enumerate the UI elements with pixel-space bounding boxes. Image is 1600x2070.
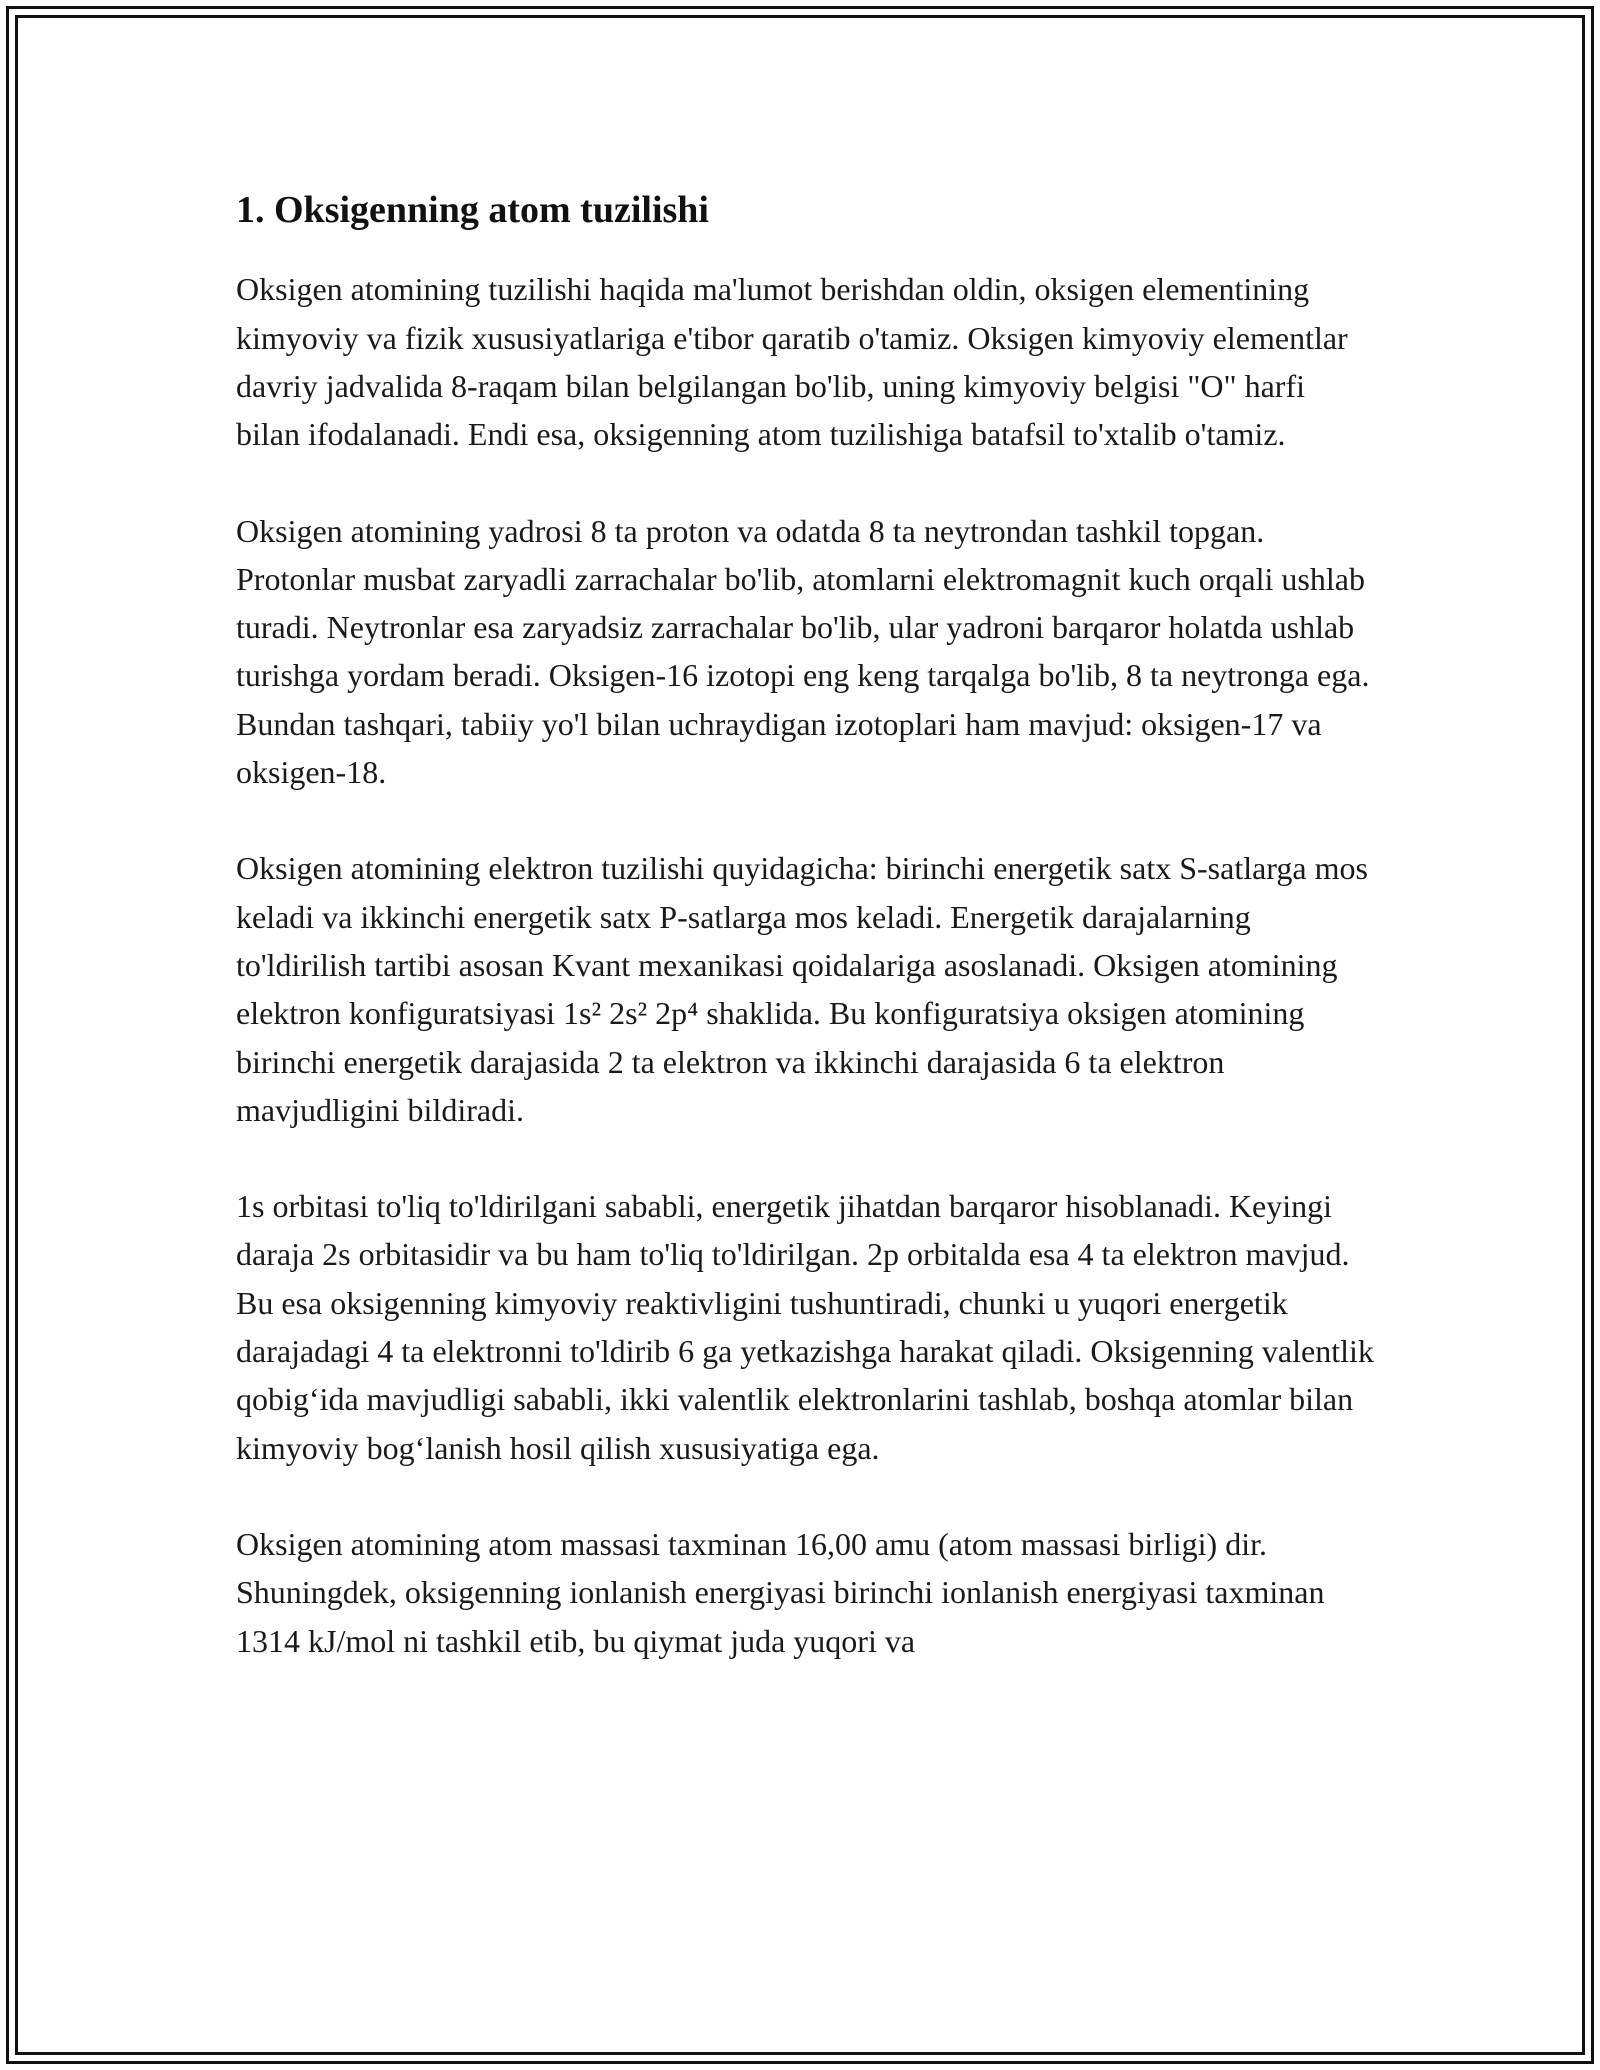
paragraph-1: Oksigen atomining tuzilishi haqida ma'lumot berishdan oldin, oksigen elementining kimyoviy va fizik xususiyatlariga e'tibor qaratib o'tamiz. Oksigen kimyoviy elementlar davriy jadvalida 8-raqam bilan belgilangan bo'lib, uning kimyoviy belgisi "O" harfi bilan ifodalanadi. Endi esa, oksigenning atom tuzilishiga batafsil to'xtalib o'tamiz. xyxy=(236,271,1348,453)
document-body xyxy=(236,186,1376,1713)
paragraph-3: Oksigen atomining elektron tuzilishi quyidagicha: birinchi energetik satx S-satlarga mos keladi va ikkinchi energetik satx P-satlarga mos keladi. Energetik darajalarning to'ldirilish tartibi asosan Kvant mexanikasi qoidalariga asoslanadi. Oksigen atomining elektron konfiguratsiyasi 1s² 2s² 2p⁴ shaklida. Bu konfiguratsiya oksigen atomining birinchi energetik darajasida 2 ta elektron va ikkinchi darajasida 6 ta elektron mavjudligini bildiradi. xyxy=(236,850,1368,1128)
paragraph-5: Oksigen atomining atom massasi taxminan 16,00 amu (atom massasi birligi) dir. Shuningdek, oksigenning ionlanish energiyasi birinchi ionlanish energiyasi taxminan 1314 kJ/mol ni tashkil etib, bu qiymat juda yuqori va xyxy=(236,1525,1325,1659)
section-heading: 1. Oksigenning atom tuzilishi xyxy=(236,189,709,231)
paragraph-2: Oksigen atomining yadrosi 8 ta proton va odatda 8 ta neytrondan tashkil topgan. Protonlar musbat zaryadli zarrachalar bo'lib, atomlarni elektromagnit kuch orqali ushlab turadi. Neytronlar esa zaryadsiz zarrachalar bo'lib, ular yadroni barqaror holatda ushlab turishga yordam beradi. Oksigen-16 izotopi eng keng tarqalga bo'lib, 8 ta neytronga ega. Bundan tashqari, tabiiy yo'l bilan uchraydigan izotoplari ham mavjud: oksigen-17 va oksigen-18. xyxy=(236,512,1370,791)
paragraph-4: 1s orbitasi to'liq to'ldirilgani sababli, energetik jihatdan barqaror hisoblanadi. Keyingi daraja 2s orbitasidir va bu ham to'liq to'ldirilgan. 2p orbitalda esa 4 ta elektron mavjud. Bu esa oksigenning kimyoviy reaktivligini tushuntiradi, chunki u yuqori energetik darajadagi 4 ta elektronni to'ldirib 6 ga yetkazishga harakat qiladi. Oksigenning valentlik qobig‘ida mavjudligi sababli, ikki valentlik elektronlarini tashlab, boshqa atomlar bilan kimyoviy bog‘lanish hosil qilish xususiyatiga ega. xyxy=(236,1188,1374,1466)
